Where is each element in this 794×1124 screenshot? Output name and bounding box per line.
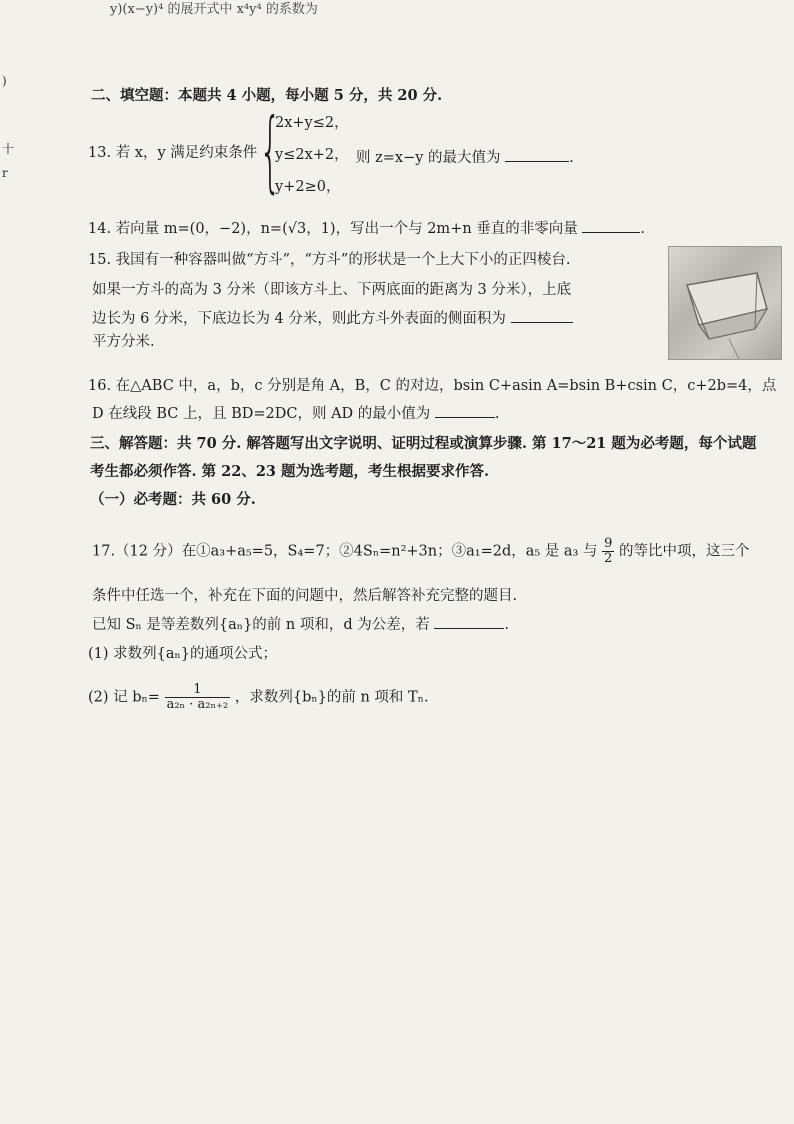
q14-answer-blank[interactable]	[582, 218, 640, 233]
q17-condition-blank[interactable]	[434, 614, 504, 629]
section3-sub: （一）必考题：共 60 分.	[90, 491, 256, 508]
q16-line2-text: D 在线段 BC 上，且 BD=2DC，则 AD 的最小值为	[92, 406, 431, 422]
q17-part2-a: (2) 记 bₙ=	[88, 689, 160, 706]
q16-line2	[92, 402, 500, 423]
header-fragment: y)(x−y)⁴ 的展开式中 x⁴y⁴ 的系数为	[110, 2, 318, 17]
brace-icon: {	[259, 99, 282, 202]
q17-part2-den: a₂ₙ · a₂ₙ₊₂	[166, 697, 229, 712]
q17-line1-a: 17.（12 分）在①a₃+a₅=5，S₄=7；②4Sₙ=n²+3n；③a₁=2d，a₅ 是 a₃ 与	[92, 543, 598, 560]
q16-line1: 16. 在△ABC 中，a，b，c 分别是角 A，B，C 的对边，bsin C+asin A=bsin B+csin C，c+2b=4，点	[88, 378, 777, 394]
q13-prefix: 13. 若 x，y 满足约束条件	[88, 145, 258, 161]
fangdou-container-photo	[668, 246, 782, 360]
q17-part2-b: ，求数列{bₙ}的前 n 项和 Tₙ.	[234, 689, 429, 706]
q17-line1	[92, 537, 749, 566]
q17-part2-num: 1	[165, 683, 231, 698]
section2-title: 二、填空题：本题共 4 小题，每小题 5 分，共 20 分.	[91, 87, 443, 104]
q15-line3-text: 边长为 6 分米，下底边长为 4 分米，则此方斗外表面的侧面积为	[92, 311, 506, 327]
q14	[88, 217, 645, 238]
q17-frac-den: 2	[604, 551, 613, 566]
margin-mark-2: 十	[2, 142, 15, 156]
q17-fraction	[602, 537, 614, 566]
margin-mark-3: r	[2, 166, 8, 180]
section3-line1: 三、解答题：共 70 分. 解答题写出文字说明、证明过程或演算步骤. 第 17～21 题为必考题，每个试题	[90, 435, 757, 452]
q13-constraint-3: y+2≥0，	[275, 179, 341, 195]
q13-suffix	[356, 146, 574, 167]
q16-answer-blank[interactable]	[435, 403, 495, 418]
q17-part2-fraction	[165, 683, 231, 712]
q17-line3-text: 已知 Sₙ 是等差数列{aₙ}的前 n 项和，d 为公差，若	[92, 617, 430, 633]
q13-constraint-1: 2x+y≤2，	[275, 115, 349, 131]
q17-part1: (1) 求数列{aₙ}的通项公式；	[88, 646, 278, 662]
q15-line2: 如果一方斗的高为 3 分米（即该方斗上、下两底面的距离为 3 分米），上底	[92, 282, 572, 298]
q17-line3	[92, 613, 509, 634]
q17-frac-num: 9	[604, 536, 613, 551]
q13-answer-blank[interactable]	[505, 147, 569, 162]
q15-line1: 15. 我国有一种容器叫做“方斗”，“方斗”的形状是一个上大下小的正四棱台.	[88, 252, 571, 268]
q15-line3	[92, 307, 573, 328]
section3-line2: 考生都必须作答. 第 22、23 题为选考题，考生根据要求作答.	[90, 463, 490, 480]
q15-answer-blank[interactable]	[511, 308, 573, 323]
fangdou-icon	[669, 247, 781, 359]
q14-end: .	[640, 221, 645, 237]
q14-text: 14. 若向量 m=(0，−2)，n=(√3，1)，写出一个与 2m+n 垂直的非零向量	[88, 221, 578, 237]
q13-suffix-text: 则 z=x−y 的最大值为	[356, 150, 501, 166]
q17-line1-b: 的等比中项，这三个	[618, 543, 750, 560]
q17-line2: 条件中任选一个，补充在下面的问题中，然后解答补充完整的题目.	[92, 588, 518, 604]
q17-part2	[88, 683, 429, 712]
q17-line3-end: .	[504, 617, 509, 633]
q16-end: .	[494, 406, 500, 422]
margin-mark-1: )	[2, 74, 7, 88]
q13-constraint-2: y≤2x+2，	[275, 147, 349, 163]
q13-end: .	[569, 150, 574, 166]
q15-line4: 平方分米.	[92, 334, 155, 350]
